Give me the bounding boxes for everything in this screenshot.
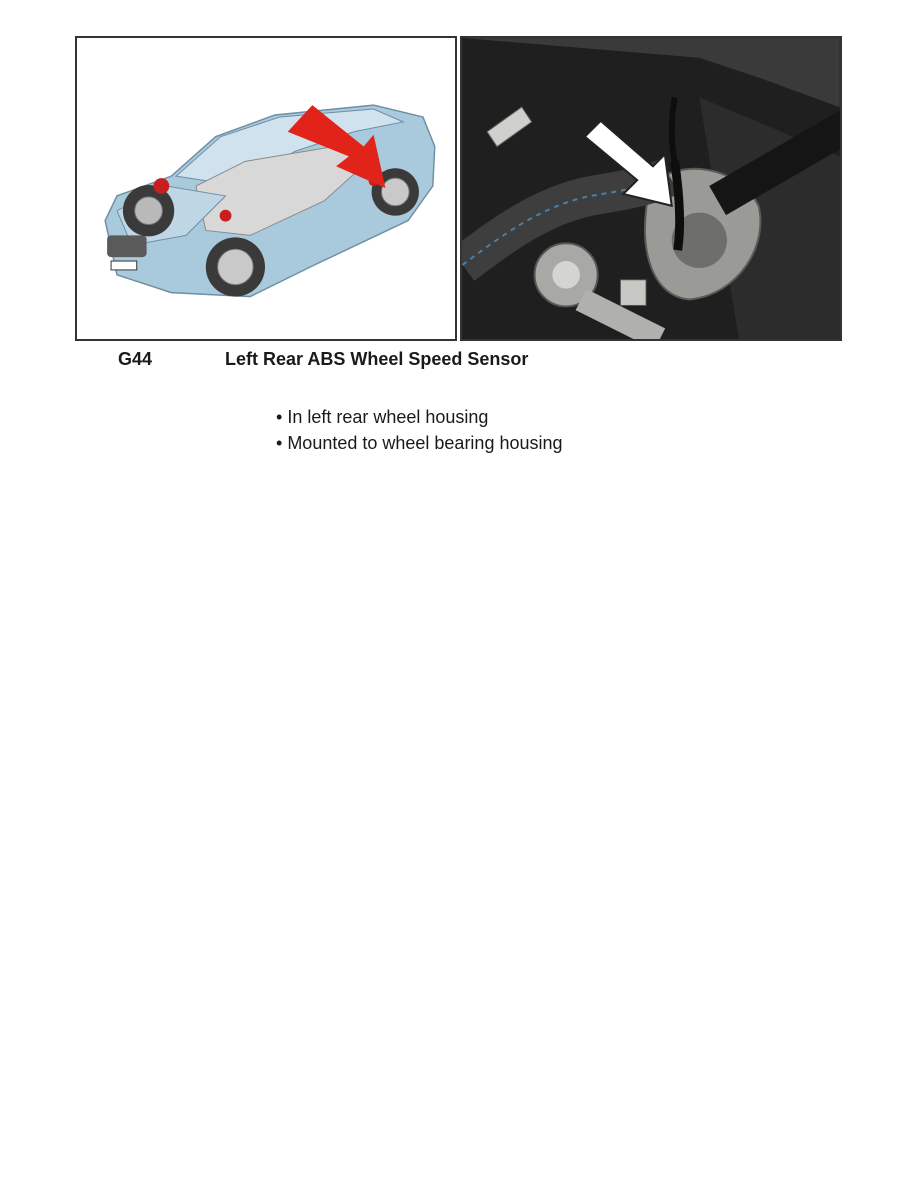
list-item: • In left rear wheel housing xyxy=(276,404,563,430)
component-title: Left Rear ABS Wheel Speed Sensor xyxy=(225,349,529,369)
wheel-housing-photo xyxy=(460,36,842,341)
location-list xyxy=(276,404,563,456)
list-item: • Mounted to wheel bearing housing xyxy=(276,430,563,456)
component-code: G44 xyxy=(118,349,153,369)
car-cutaway-illustration xyxy=(75,36,457,341)
